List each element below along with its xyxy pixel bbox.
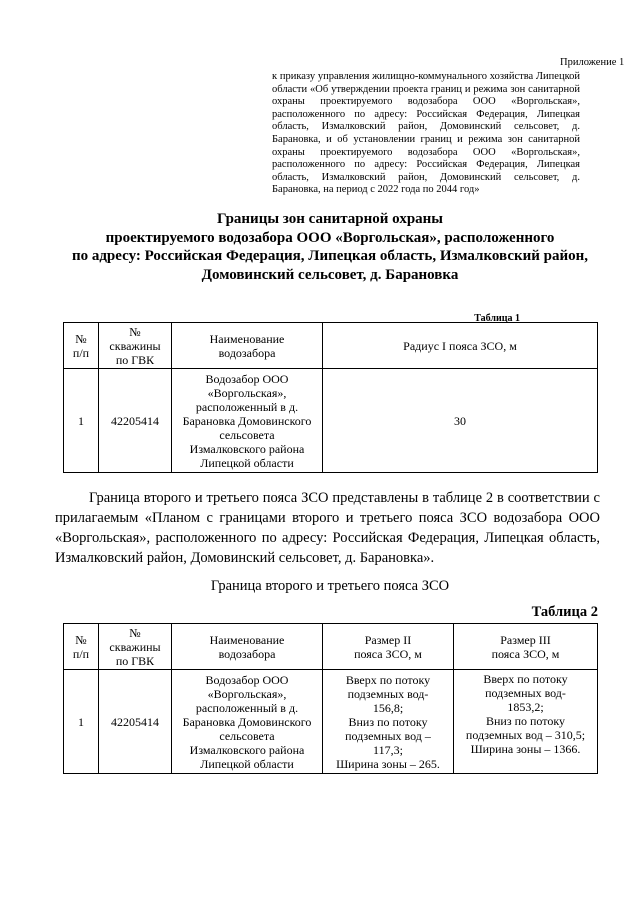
- order-reference: к приказу управления жилищно-коммунального хозяйства Липецкой области «Об утверждении проекта границ и режима зон санитарной охраны проектируемого водозабора ООО «Воргольская», расположенного по адресу: Российская Федерация, Липецкая область, Измалковский район, Домовинский сельсовет, д. Барановка, и об установлении границ и режима зон санитарной охраны проектируемого водозабора ООО «Воргольская», расположенного по адресу: Российская Федерация, Липецкая область, Измалковский район, Домовинский сельсовет, д. Барановка, на период с 2022 года по 2044 год»: [272, 71, 580, 196]
- title-line: Домовинский сельсовет, д. Барановка: [201, 266, 459, 283]
- table2-caption: Таблица 2: [531, 604, 598, 620]
- header-name: Наименование водозабора: [172, 624, 323, 670]
- table1: [63, 322, 598, 473]
- header-zone3: Размер III пояса ЗСО, м: [454, 624, 598, 670]
- table1-caption: Таблица 1: [474, 313, 520, 324]
- table1-header-row: [64, 323, 598, 369]
- cell-num: 1: [64, 369, 99, 473]
- section-heading: Граница второго и третьего пояса ЗСО: [210, 578, 450, 594]
- document-title: [40, 210, 620, 284]
- header-well: № скважины по ГВК: [99, 624, 172, 670]
- header-name: Наименование водозабора: [172, 323, 323, 369]
- title-line: Границы зон санитарной охраны: [216, 211, 444, 227]
- cell-zone2: Вверх по потоку подземных вод- 156,8; Вниз по потоку подземных вод – 117,3; Ширина зоны – 265.: [323, 670, 454, 774]
- cell-name: Водозабор ООО «Воргольская», расположенный в д. Барановка Домовинского сельсовета Измалковского района Липецкой области: [172, 670, 323, 774]
- table-row: [64, 369, 598, 473]
- cell-well: 42205414: [99, 670, 172, 774]
- cell-zone3: Вверх по потоку подземных вод- 1853,2; Вниз по потоку подземных вод – 310,5; Ширина зоны – 1366.: [454, 670, 598, 774]
- cell-num: 1: [64, 670, 99, 774]
- cell-well: 42205414: [99, 369, 172, 473]
- header-radius: Радиус I пояса ЗСО, м: [323, 323, 598, 369]
- table-row: [64, 670, 598, 774]
- header-well: № скважины по ГВК: [99, 323, 172, 369]
- cell-radius: 30: [323, 369, 598, 473]
- title-line: по адресу: Российская Федерация, Липецкая область, Измалковский район,: [71, 248, 589, 264]
- header-num: № п/п: [64, 624, 99, 670]
- header-zone2: Размер II пояса ЗСО, м: [323, 624, 454, 670]
- body-paragraph: Граница второго и третьего пояса ЗСО представлены в таблице 2 в соответствии с прилагаемым «Планом с границами второго и третьего пояса ЗСО водозабора ООО «Воргольская», расположенного по адресу: Российская Федерация, Липецкая область, Измалковский район, Домовинский сельсовет, д. Барановка».: [55, 490, 600, 566]
- title-line: проектируемого водозабора ООО «Воргольская», расположенного: [105, 229, 555, 246]
- header-num: № п/п: [64, 323, 99, 369]
- table2-header-row: [64, 624, 598, 670]
- table2: [63, 623, 598, 774]
- cell-name: Водозабор ООО «Воргольская», расположенный в д. Барановка Домовинского сельсовета Измалковского района Липецкой области: [172, 369, 323, 473]
